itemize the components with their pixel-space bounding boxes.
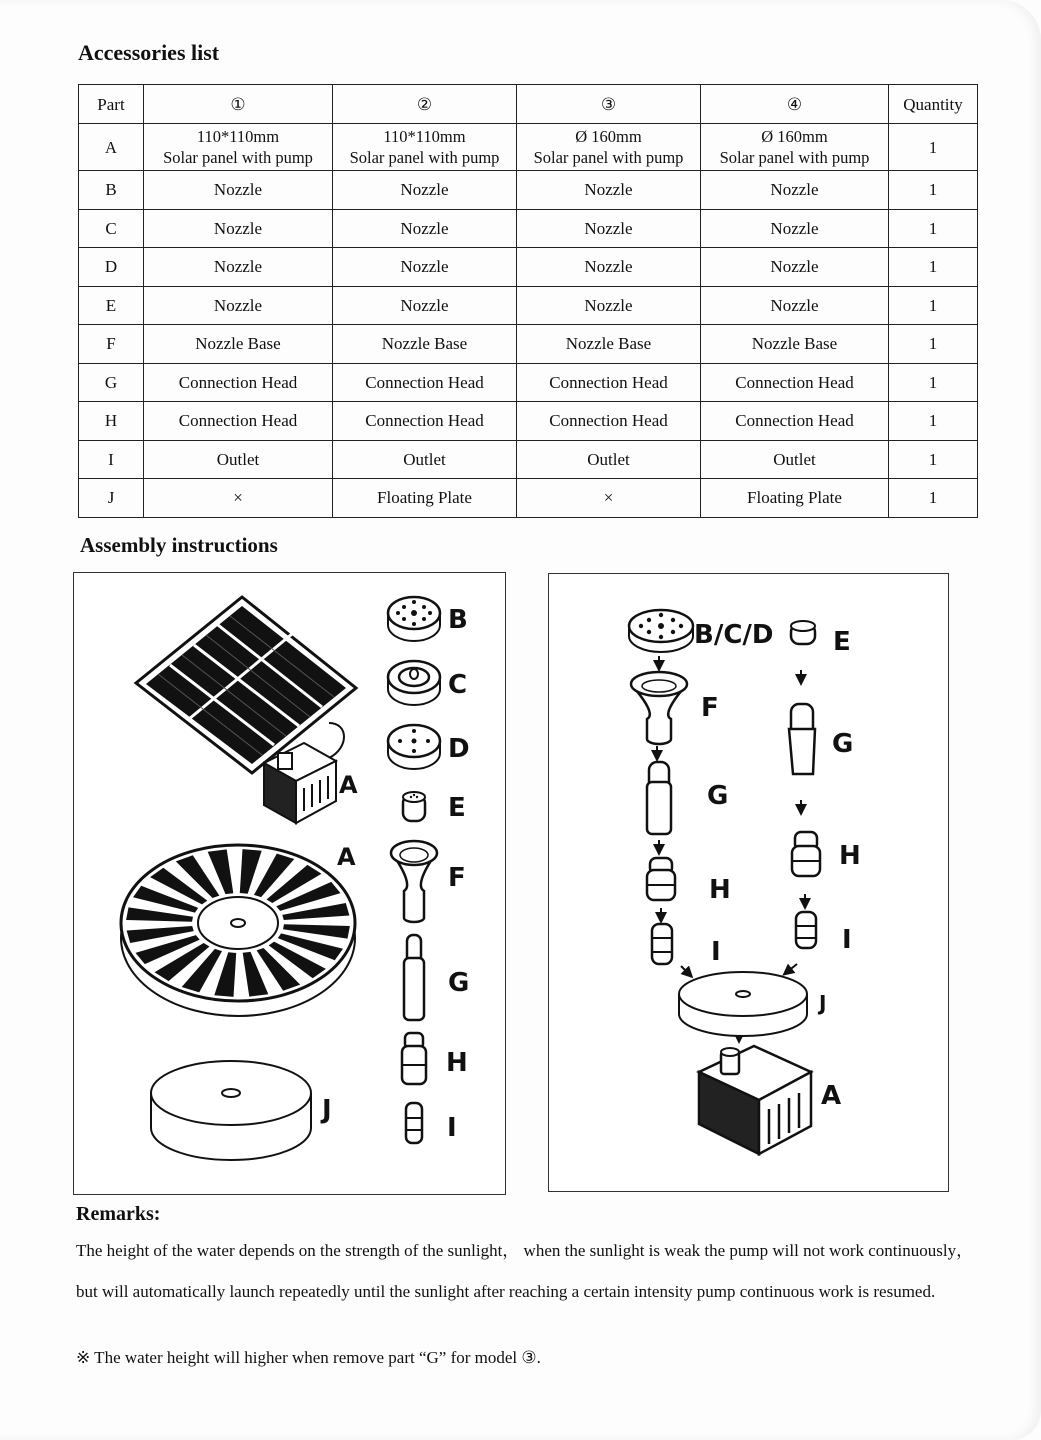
cell-line: Outlet [403,449,446,469]
cell-line: Nozzle Base [565,334,652,354]
model-4-cell [701,440,889,479]
quantity-cell: 1 [889,286,978,325]
cell-line: Nozzle [400,180,449,200]
remarks-title: Remarks: [76,1203,161,1225]
cell-line: Outlet [587,449,630,469]
model-2-cell [333,402,517,441]
nozzle-bcd-illustration [629,610,693,652]
cell-line: Ø 160mm [761,127,828,146]
label-g: G [448,968,470,998]
label-i: I [447,1113,457,1143]
cell-line: Nozzle [584,257,633,277]
cell-line: Nozzle [213,295,263,315]
cell-line: Floating Plate [747,488,842,508]
part-cell: F [79,325,144,364]
model-4-cell [701,171,889,210]
model-1-cell [144,325,333,364]
table-row [79,171,978,210]
cell-line: Nozzle [213,180,263,200]
nozzle-d-illustration [388,725,440,769]
cell-line: 110*110mm [383,127,466,146]
header-model-1: ① [144,85,333,124]
table-row [79,248,978,287]
cell-line: × [603,488,614,508]
quantity-cell: 1 [889,248,978,287]
cell-line: Outlet [773,449,816,469]
model-3-cell [517,209,701,248]
cell-line: Nozzle [770,295,819,315]
model-1-cell [144,363,333,402]
model-1-cell [144,248,333,287]
header-quantity: Quantity [889,85,978,124]
model-3-cell [517,440,701,479]
cell-line: Nozzle [584,180,633,200]
floating-plate-illustration-right [679,972,807,1036]
cell-line: Nozzle [584,295,633,315]
cell-line: × [233,488,243,508]
part-cell: G [79,363,144,402]
accessories-title: Accessories list [78,40,220,65]
label-h: H [446,1048,468,1078]
nozzle-base-f-illustration [391,841,437,922]
pump-illustration-right [699,1046,811,1154]
model-3-cell [517,248,701,287]
model-2-cell [333,209,517,248]
header-part: Part [79,85,144,124]
quantity-cell: 1 [889,402,978,441]
connection-head-h-illustration-right [792,832,820,876]
label-g-left-column: G [707,781,729,811]
label-a-square: A [339,771,358,799]
model-1-cell [144,209,333,248]
connection-head-g-illustration [404,935,424,1020]
model-3-cell [517,363,701,402]
cell-line: Nozzle [213,218,263,238]
cell-line: Floating Plate [377,488,472,508]
model-2-cell [333,440,517,479]
label-b: B [448,605,468,635]
table-row [79,479,978,518]
model-4-cell [701,286,889,325]
model-4-cell [701,479,889,518]
assembly-steps-view [549,574,948,1191]
label-d: D [448,734,470,764]
table-row [79,209,978,248]
label-bcd: B/C/D [694,620,774,650]
cell-line: Connection Head [365,372,484,392]
quantity-cell: 1 [889,479,978,518]
label-a-right: A [821,1081,842,1111]
model-1-cell [144,479,333,518]
model-3-cell [517,286,701,325]
outlet-i-illustration-left-column [652,924,672,964]
model-1-cell [144,402,333,441]
cell-line: Nozzle [400,218,449,238]
assembly-parts-diagram [73,572,506,1195]
cell-line: 110*110mm [196,127,280,146]
model-2-cell [333,171,517,210]
quantity-cell: 1 [889,363,978,402]
model-4-cell [701,209,889,248]
connection-head-h-illustration [402,1033,426,1084]
part-cell: E [79,286,144,325]
cell-line: Connection Head [549,411,668,431]
parts-exploded-view [74,573,505,1194]
nozzle-b-illustration [388,597,440,641]
cell-line: Solar panel with pump [349,148,500,167]
quantity-cell: 1 [889,209,978,248]
nozzle-e-illustration-right [791,621,815,644]
cell-line: Connection Head [365,411,484,431]
model-3-cell [517,171,701,210]
label-j-right: J [819,991,827,1015]
remark-text-1: The height of the water depends on the strength of the sunlight， when the sunlight is weak the pump will not work continuously， but will automatically launch repeatedly until the sunlight after reaching a certain intensity pump continuous work is resumed. [76,1241,974,1301]
model-2-cell [333,124,517,171]
assembly-sequence-diagram [548,573,949,1192]
model-4-cell [701,402,889,441]
remark-text-2: ※ The water height will higher when remove part “G” for model ③. [76,1348,541,1367]
model-4-cell [701,124,889,171]
cell-line: Nozzle [400,257,449,277]
header-model-2: ② [333,85,517,124]
header-model-3: ③ [517,85,701,124]
model-4-cell [701,325,889,364]
label-f-right: F [701,693,719,723]
cell-line: Nozzle [770,218,819,238]
cell-line: Nozzle [770,257,819,277]
cell-line: Solar panel with pump [163,148,313,167]
part-cell: B [79,171,144,210]
header-model-4: ④ [701,85,889,124]
model-3-cell [517,479,701,518]
cell-line: Ø 160mm [575,127,642,146]
part-cell: H [79,402,144,441]
model-3-cell [517,325,701,364]
quantity-cell: 1 [889,124,978,171]
cell-line: Connection Head [735,372,854,392]
label-h-right: H [839,841,861,871]
table-row [79,325,978,364]
connection-head-h-illustration-left-column [647,858,675,900]
label-j-left: J [322,1095,332,1125]
model-1-cell [144,124,333,171]
part-cell: I [79,440,144,479]
label-a-round: A [337,843,356,871]
cell-line: Nozzle Base [195,334,281,354]
label-e-right: E [833,627,851,657]
label-i-left-column: I [711,937,721,967]
label-h-left-column: H [709,875,731,905]
cell-line: Solar panel with pump [533,148,684,167]
nozzle-e-illustration [403,792,425,821]
model-2-cell [333,325,517,364]
cell-line: Nozzle [213,257,263,277]
cell-line: Connection Head [735,411,854,431]
model-2-cell [333,479,517,518]
model-4-cell [701,248,889,287]
label-c: C [448,670,468,700]
model-2-cell [333,248,517,287]
label-e: E [448,793,466,823]
part-cell: J [79,479,144,518]
model-1-cell [144,171,333,210]
accessories-table [78,84,978,518]
cell-line: Nozzle Base [751,334,838,354]
model-3-cell [517,124,701,171]
model-2-cell [333,363,517,402]
cell-line: Connection Head [178,372,298,392]
model-1-cell [144,286,333,325]
part-cell: C [79,209,144,248]
cell-line: Solar panel with pump [719,148,870,167]
quantity-cell: 1 [889,440,978,479]
table-row [79,286,978,325]
part-cell: A [79,124,144,171]
cell-line: Outlet [216,449,260,469]
table-row [79,124,978,171]
nozzle-base-f-illustration-right [631,672,687,744]
model-2-cell [333,286,517,325]
nozzle-c-illustration [388,661,440,705]
cell-line: Nozzle [584,218,633,238]
model-1-cell [144,440,333,479]
connection-head-g-illustration-left-column [647,762,671,834]
model-3-cell [517,402,701,441]
table-row [79,402,978,441]
cell-line: Nozzle [400,295,449,315]
outlet-i-illustration [406,1103,422,1143]
square-solar-panel-illustration [136,597,356,773]
outlet-i-illustration-right [796,912,816,948]
cell-line: Connection Head [178,411,298,431]
label-g-right: G [832,729,854,759]
assembly-title: Assembly instructions [80,533,278,557]
table-row [79,363,978,402]
floating-plate-illustration-left [151,1061,311,1160]
part-cell: D [79,248,144,287]
table-row [79,440,978,479]
cell-line: Nozzle Base [381,334,468,354]
model-4-cell [701,363,889,402]
round-solar-panel-illustration [121,845,355,1016]
label-i-right: I [842,925,852,955]
label-f: F [448,863,466,893]
cell-line: Nozzle [770,180,819,200]
quantity-cell: 1 [889,171,978,210]
quantity-cell: 1 [889,325,978,364]
table-header-row [79,85,978,124]
cell-line: Connection Head [549,372,668,392]
connection-head-g-illustration-right [789,704,815,774]
